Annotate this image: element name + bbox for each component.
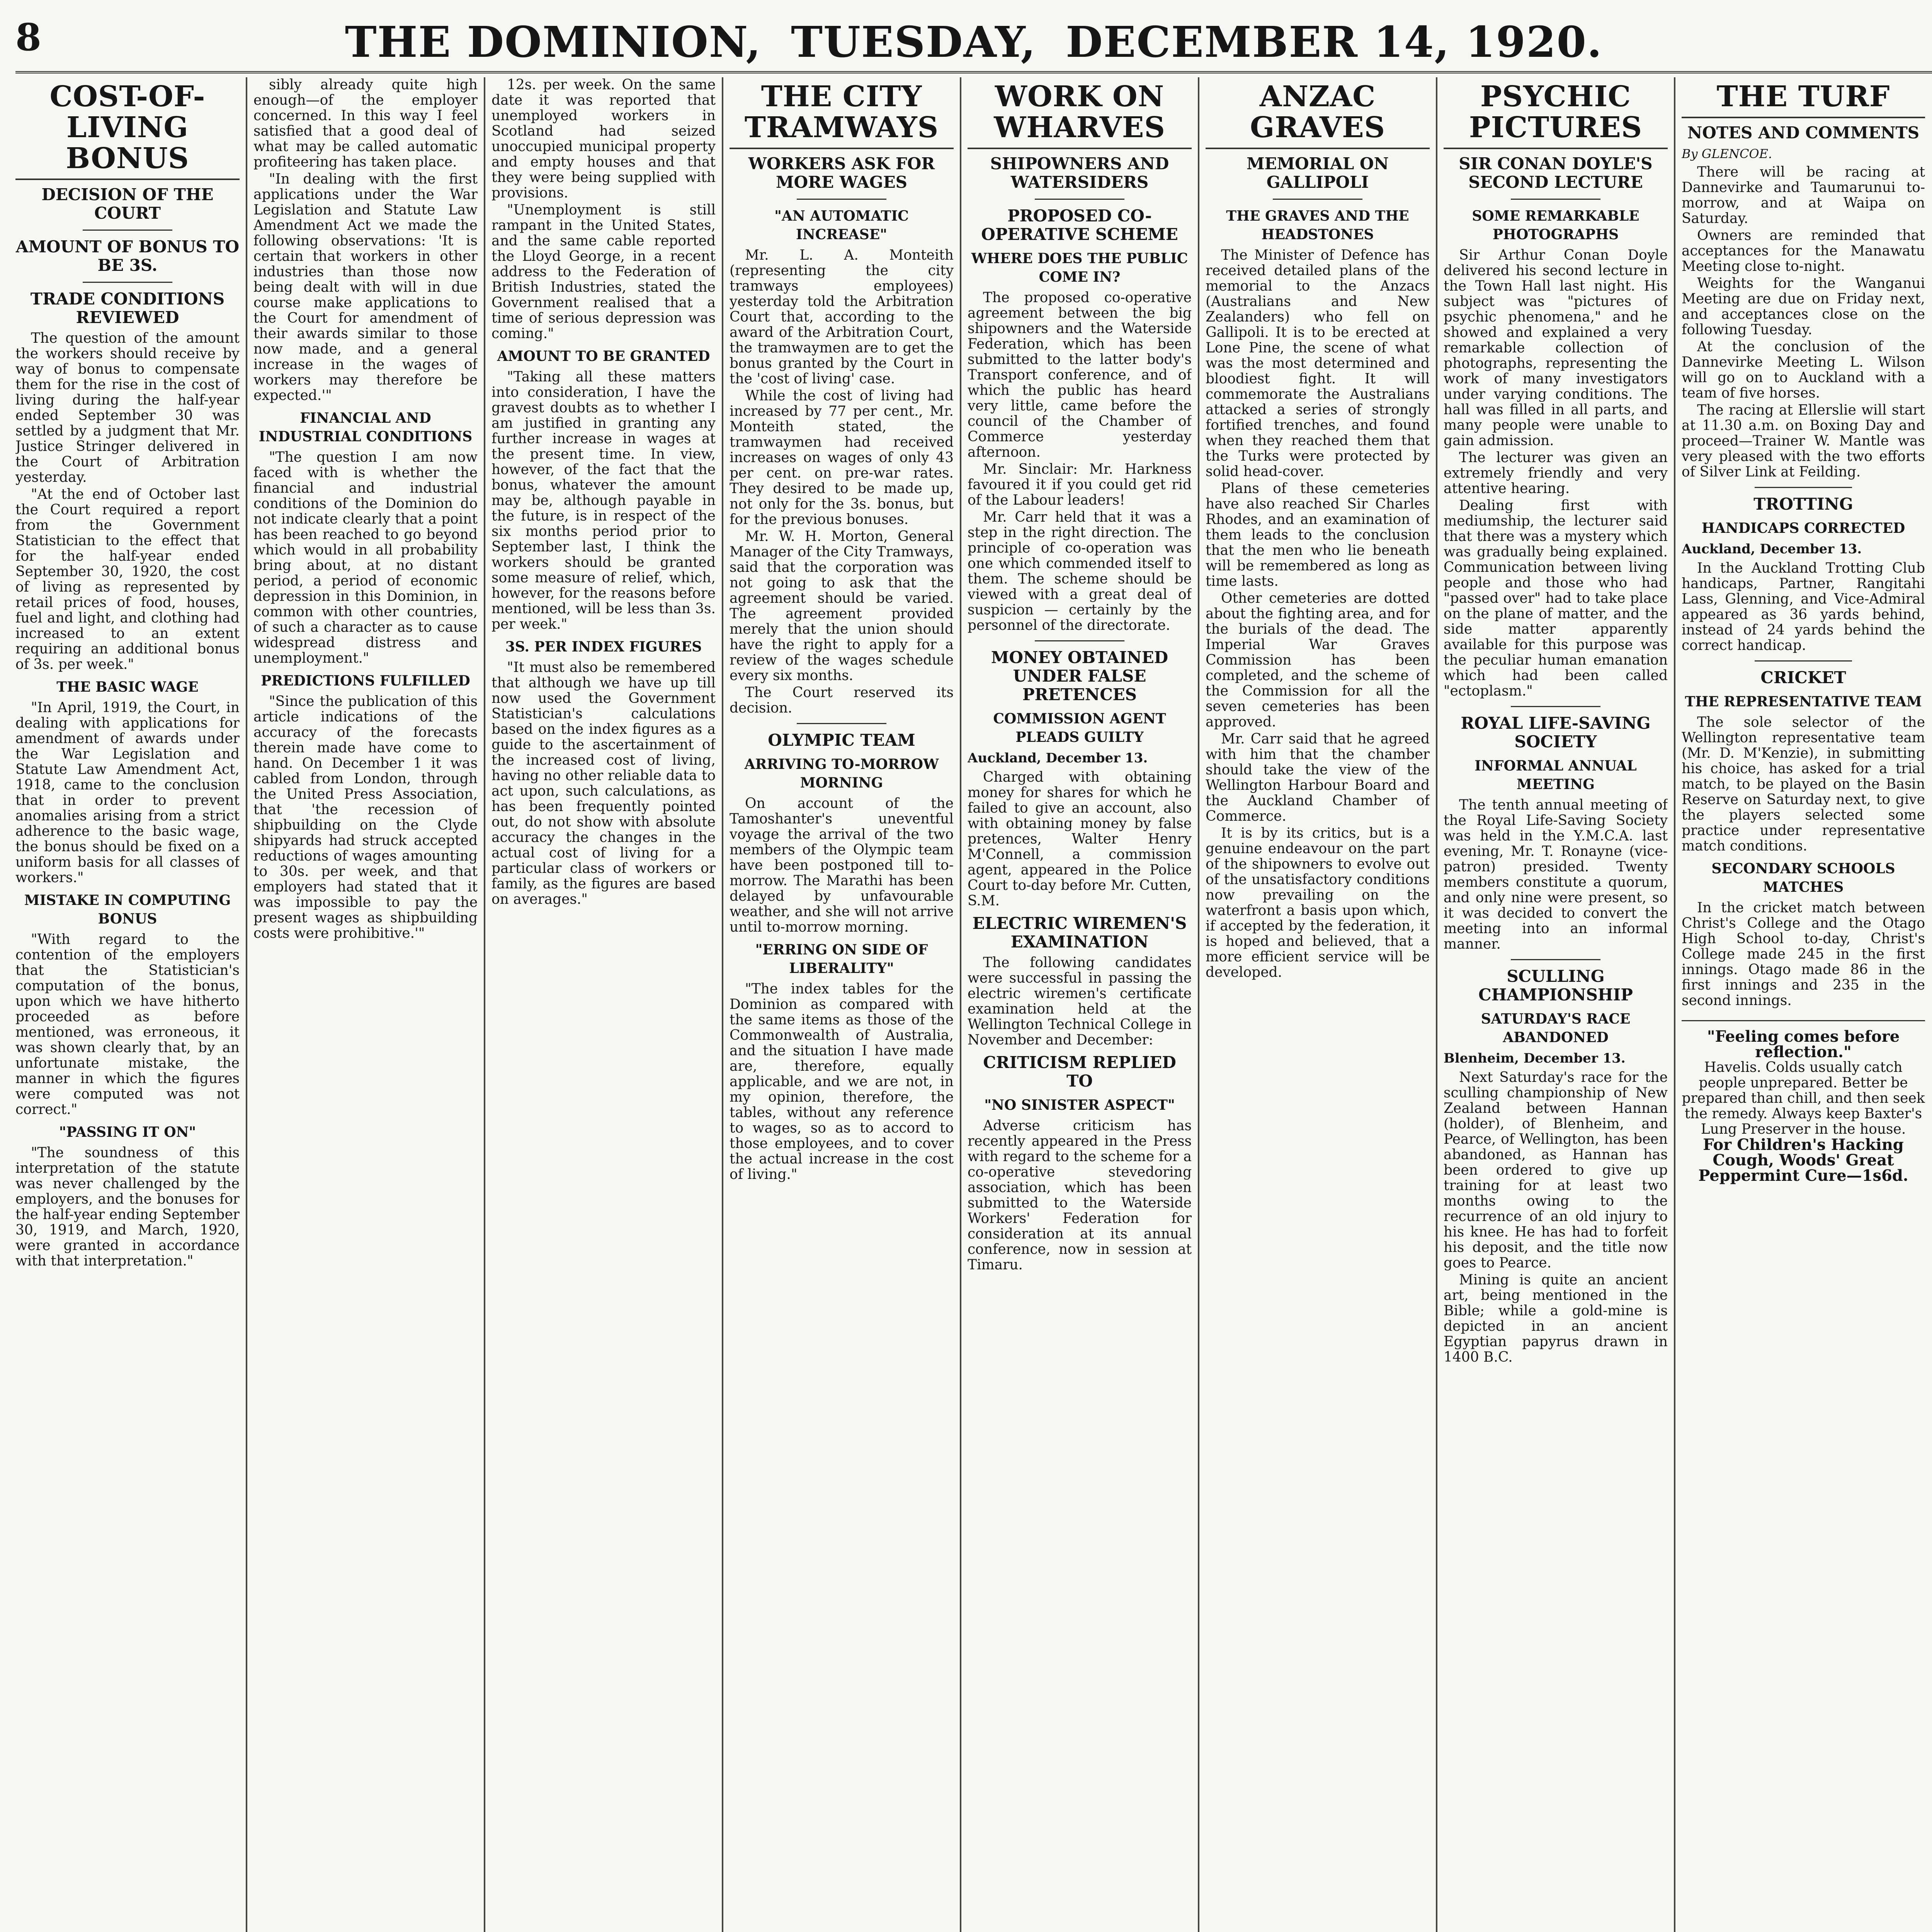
article-paragraph: "The index tables for the Dominion as compared with the same items as those of the Commonwealth of Australia, and the situation I have made are, therefore, equally applicable, and we are not, in my opinion, therefore, the tables, without any reference to wages, so as to accord to those employees, and to cover the actual increase in the cost of living." bbox=[730, 981, 954, 1182]
divider bbox=[83, 282, 172, 283]
article-paragraph: Mr. L. A. Monteith (representing the city tramways employees) yesterday told the Arbitration Court that, according to the award of the Arbitration Court, the tramwaymen are to get the bonus granted by the Court in the 'cost of living' case. bbox=[730, 247, 954, 387]
subhead-automatic-increase: "AN AUTOMATIC INCREASE" bbox=[774, 208, 909, 243]
ad-body: Havelis. Colds usually catch people unprepared. Better be prepared than chill, and then seek the remedy. Always keep Baxter's Lung Preserver in the house. bbox=[1682, 1060, 1925, 1137]
divider bbox=[1511, 199, 1600, 200]
subhead-headstones: THE GRAVES AND THE HEADSTONES bbox=[1226, 208, 1409, 243]
subhead-amount-granted: AMOUNT TO BE GRANTED bbox=[497, 348, 710, 364]
subhead-annual-meeting: INFORMAL ANNUAL MEETING bbox=[1475, 758, 1637, 793]
article-paragraph: The Court reserved its decision. bbox=[730, 685, 954, 716]
divider bbox=[797, 199, 886, 200]
column-rule bbox=[246, 77, 247, 1932]
column-rule bbox=[484, 77, 485, 1932]
article-paragraph: Owners are reminded that acceptances for the Manawatu Meeting close to-night. bbox=[1682, 228, 1925, 274]
subhead-passing-it-on: "PASSING IT ON" bbox=[59, 1124, 196, 1140]
article-paragraph: The sole selector of the Wellington representative team (Mr. D. M'Kenzie), in submitting his choice, has asked for a trial match, to be played on the Basin Reserve on Saturday next, to give the players selected some practice under representative match conditions. bbox=[1682, 714, 1925, 854]
subhead-handicaps: HANDICAPS CORRECTED bbox=[1701, 520, 1905, 536]
headline-psychic-pictures: PSYCHIC PICTURES bbox=[1444, 81, 1668, 149]
article-paragraph: On account of the Tamoshanter's uneventful voyage the arrival of the two members of the Olympic team have been postponed till to-morrow. The Marathi has been delayed by unfavourable weather, and she will not arrive until to-morrow morning. bbox=[730, 796, 954, 935]
subhead-index-figures: 3S. PER INDEX FIGURES bbox=[505, 639, 702, 655]
article-paragraph: The tenth annual meeting of the Royal Life-Saving Society was held in the Y.M.C.A. last evening, Mr. T. Ronayne (vice-patron) presided. Twenty members constitute a quorum, and only nine were present, so it was decided to convert the meeting into an informal manner. bbox=[1444, 797, 1668, 952]
article-paragraph: "Unemployment is still rampant in the United States, and the same cable reported the Lloyd George, in a recent address to the Federation of British Industries, stated the Government realised that a time of serious depression was coming." bbox=[492, 202, 716, 342]
article-paragraph: There will be racing at Dannevirke and Taumarunui to-morrow, and at Waipa on Saturday. bbox=[1682, 164, 1925, 226]
subhead-schools-matches: SECONDARY SCHOOLS MATCHES bbox=[1711, 861, 1895, 895]
subhead-electric-wiremen: ELECTRIC WIREMEN'S EXAMINATION bbox=[972, 914, 1187, 951]
divider bbox=[1035, 199, 1124, 200]
article-paragraph: Weights for the Wanganui Meeting are due on Friday next, and acceptances close on the following Tuesday. bbox=[1682, 276, 1925, 338]
deck-more-wages: WORKERS ASK FOR MORE WAGES bbox=[748, 154, 935, 192]
page-number: 8 bbox=[15, 15, 41, 59]
divider bbox=[1273, 199, 1362, 200]
subhead-trotting: TROTTING bbox=[1753, 495, 1853, 514]
subhead-no-sinister-aspect: "NO SINISTER ASPECT" bbox=[984, 1097, 1175, 1113]
dateline: Blenheim, December 13. bbox=[1444, 1051, 1626, 1066]
subhead-mistake: MISTAKE IN COMPUTING BONUS bbox=[24, 892, 231, 927]
ad-headline: "Feeling comes before reflection." bbox=[1707, 1027, 1900, 1061]
subhead-photographs: SOME REMARKABLE PHOTOGRAPHS bbox=[1472, 208, 1639, 243]
article-paragraph: sibly already quite high enough—of the employer concerned. In this way I feel satisfied that a good deal of what may be called automatic profiteering has taken place. bbox=[253, 77, 478, 170]
article-paragraph: Charged with obtaining money for shares for which he failed to give an account, also with obtaining money by false pretences, Walter Henry M'Connell, a commission agent, appeared in the Police Court to-day before Mr. Cutten, S.M. bbox=[968, 769, 1192, 909]
divider bbox=[1511, 706, 1600, 707]
subhead-basic-wage: THE BASIC WAGE bbox=[56, 679, 199, 695]
article-paragraph: Other cemeteries are dotted about the fighting area, and for the burials of the dead. The Imperial War Graves Commission has been completed, and the scheme of the Commission for all the seven cemeteries has been approved. bbox=[1206, 590, 1430, 730]
subhead-representative-team: THE REPRESENTATIVE TEAM bbox=[1685, 694, 1922, 710]
article-paragraph: "At the end of October last the Court required a report from the Government Statistician to the effect that for the half-year ended September 30, 1920, the cost of living as represented by retail prices of food, houses, fuel and light, and clothing had increased to an extent requiring an additional bonus of 3s. per week." bbox=[15, 486, 240, 672]
article-paragraph: Mining is quite an ancient art, being mentioned in the Bible; while a gold-mine is depicted in an ancient Egyptian papyrus drawn in 1400 B.C. bbox=[1444, 1272, 1668, 1365]
column-anzac-graves bbox=[1206, 77, 1430, 1932]
article-paragraph: "Taking all these matters into consideration, I have the gravest doubts as to whether I am justified in granting any further increase in wages at the present time. In view, however, of the fact that the bonus, whatever the amount may be, although payable in the future, is in respect of the six months period prior to September last, I think the workers should be granted some measure of relief, which, however, for the reasons before mentioned, will be less than 3s. per week." bbox=[492, 369, 716, 632]
article-paragraph: "It must also be remembered that although we have up till now used the Government Statistician's calculations based on the index figures as a guide to the ascertainment of the increased cost of living, having no other reliable data to act upon, such calculations, as has been frequently pointed out, do not show with absolute accuracy the changes in the actual cost of living for a particular class of workers or family, as the figures are based on averages." bbox=[492, 660, 716, 907]
article-paragraph: 12s. per week. On the same date it was reported that unemployed workers in Scotland had seized unoccupied municipal property and empty houses and that they were being supplied with provisions. bbox=[492, 77, 716, 201]
article-paragraph: "Since the publication of this article indications of the accuracy of the forecasts therein made have come to hand. On December 1 it was cabled from London, through the United Press Association, that 'the recession of shipbuilding on the Clyde shipyards had struck accepted reductions of wages amounting to 30s. per week, and that employers had stated that it was impossible to pay the present wages as shipbuilding costs were prohibitive.'" bbox=[253, 694, 478, 941]
subhead-criticism-replied: CRITICISM REPLIED TO bbox=[983, 1053, 1176, 1090]
divider bbox=[1035, 640, 1124, 641]
subhead-sculling: SCULLING CHAMPIONSHIP bbox=[1478, 967, 1633, 1004]
column-rule bbox=[1198, 77, 1199, 1932]
subhead-public-question: WHERE DOES THE PUBLIC COME IN? bbox=[971, 250, 1188, 285]
headline-cost-of-living-bonus: COST-OF-LIVING BONUS bbox=[15, 81, 240, 180]
deck-decision: DECISION OF THE COURT bbox=[41, 185, 214, 223]
divider bbox=[1511, 959, 1600, 960]
article-paragraph: Mr. Carr held that it was a step in the right direction. The principle of co-operation was one which commended itself to them. The scheme should be viewed with a great deal of suspicion — certainly by the personnel of the directorate. bbox=[968, 509, 1192, 633]
headline-the-turf: THE TURF bbox=[1682, 81, 1925, 118]
column-city-tramways bbox=[730, 77, 954, 1932]
masthead bbox=[15, 12, 1932, 73]
column-cost-of-living bbox=[15, 77, 240, 1932]
issue-date: DECEMBER 14, 1920. bbox=[1066, 17, 1603, 67]
column-work-on-wharves bbox=[968, 77, 1192, 1932]
article-paragraph: The Minister of Defence has received detailed plans of the memorial to the Anzacs (Australians and New Zealanders) who fell on Gallipoli. It is to be erected at Lone Pine, the scene of what was the most determined and bloodiest fight. It will commemorate the Australians attacked a series of strongly fortified trenches, and found when they reached them that the Turks were protected by solid head-cover. bbox=[1206, 247, 1430, 480]
subhead-false-pretences: MONEY OBTAINED UNDER FALSE PRETENCES bbox=[991, 648, 1168, 704]
subhead-arriving: ARRIVING TO-MORROW MORNING bbox=[744, 756, 939, 791]
masthead-title bbox=[15, 17, 1932, 67]
column-rule bbox=[960, 77, 961, 1932]
article-paragraph: The following candidates were successful in passing the electric wiremen's certificate examination held at the Wellington Technical College in November and December: bbox=[968, 955, 1192, 1048]
column-rule bbox=[1436, 77, 1437, 1932]
subhead-financial-conditions: FINANCIAL AND INDUSTRIAL CONDITIONS bbox=[259, 410, 473, 445]
subhead-olympic-team: OLYMPIC TEAM bbox=[768, 731, 915, 750]
deck-conan-doyle: SIR CONAN DOYLE'S SECOND LECTURE bbox=[1459, 154, 1653, 192]
subhead-trade-conditions: TRADE CONDITIONS REVIEWED bbox=[30, 289, 225, 327]
column-cost-of-living-cont2 bbox=[492, 77, 716, 1932]
subhead-cricket: CRICKET bbox=[1760, 668, 1846, 687]
article-paragraph: At the conclusion of the Dannevirke Meeting L. Wilson will go on to Auckland with a team of five horses. bbox=[1682, 339, 1925, 401]
subhead-predictions: PREDICTIONS FULFILLED bbox=[261, 673, 470, 689]
column-rule bbox=[722, 77, 723, 1932]
article-paragraph: "In dealing with the first applications under the War Legislation and Statute Law Amendment Act we made the following observations: 'It is certain that workers in other industries than those now being dealt with will in due course make applications to the Court for amendment of their awards similar to those now made, and a general increase in the wages of workers may therefore be expected.'" bbox=[253, 171, 478, 403]
article-paragraph: In the Auckland Trotting Club handicaps, Partner, Rangitahi Lass, Glenning, and Vice-Admiral appeared as 36 yards behind, instead of 24 yards behind the correct handicap. bbox=[1682, 560, 1925, 653]
deck-bonus-amount: AMOUNT OF BONUS TO BE 3S. bbox=[15, 237, 240, 275]
article-paragraph: "With regard to the contention of the employers that the Statistician's computation of the bonus, upon which we have hitherto proceeded as before mentioned, was erroneous, it was shown clearly that, by an unfortunate mistake, the manner in which the figures were computed was not correct." bbox=[15, 932, 240, 1117]
headline-work-on-wharves: WORK ON WHARVES bbox=[968, 81, 1192, 149]
article-paragraph: "The question I am now faced with is whether the financial and industrial conditions of the Dominion do not indicate clearly that a point has been reached to go beyond which would in all probability bring about, at no distant period, a period of economic depression in this Dominion, in common with other countries, of such a character as to cause widespread distress and unemployment." bbox=[253, 449, 478, 666]
dateline: Auckland, December 13. bbox=[968, 750, 1148, 766]
divider bbox=[1755, 660, 1852, 662]
article-paragraph: Sir Arthur Conan Doyle delivered his second lecture in the Town Hall last night. His subject was "pictures of psychic phenomena," and he showed and explained a very remarkable collection of photographs, representing the work of many investigators under varying conditions. The hall was filled in all parts, and many people were unable to gain admission. bbox=[1444, 247, 1668, 449]
article-paragraph: "In April, 1919, the Court, in dealing with applications for amendment of awards under the War Legislation and Statute Law Amendment Act, 1918, came to the conclusion that in order to prevent anomalies arising from a strict adherence to the basic wage, the bonus should be fixed on a uniform basis for all classes of workers." bbox=[15, 700, 240, 886]
dateline: Auckland, December 13. bbox=[1682, 541, 1862, 557]
subhead-life-saving: ROYAL LIFE-SAVING SOCIETY bbox=[1461, 714, 1651, 751]
column-the-turf bbox=[1682, 77, 1925, 1932]
subhead-race-abandoned: SATURDAY'S RACE ABANDONED bbox=[1481, 1011, 1631, 1046]
divider bbox=[797, 723, 886, 724]
headline-city-tramways: THE CITY TRAMWAYS bbox=[730, 81, 954, 149]
article-paragraph: Dealing first with mediumship, the lecturer said that there was a mystery which was gradually being explained. Communication between living people and those who had "passed over" had to take place on the plane of matter, and the side matter apparently available for this purpose was the peculiar human emanation which had been called "ectoplasm." bbox=[1444, 498, 1668, 699]
article-paragraph: Mr. Sinclair: Mr. Harkness favoured it if you could get rid of the Labour leaders! bbox=[968, 461, 1192, 508]
advertisement bbox=[1682, 1020, 1925, 1184]
divider bbox=[83, 230, 172, 231]
article-paragraph: It is by its critics, but is a genuine endeavour on the part of the shipowners to evolve out of the unsatisfactory conditions now prevailing on the waterfront a basis upon which, if accepted by the federation, it is hoped and believed, that a more efficient service will be developed. bbox=[1206, 825, 1430, 980]
article-paragraph: In the cricket match between Christ's College and the Otago High School to-day, Christ's College made 245 in the first innings. Otago made 86 in the first innings and 235 in the second innings. bbox=[1682, 900, 1925, 1009]
article-paragraph: Adverse criticism has recently appeared in the Press with regard to the scheme for a co-operative stevedoring association, which has been submitted to the Waterside Workers' Federation for consideration at its annual conference, now in session at Timaru. bbox=[968, 1118, 1192, 1273]
headline-anzac-graves: ANZAC GRAVES bbox=[1206, 81, 1430, 149]
issue-day: TUESDAY, bbox=[791, 17, 1036, 67]
article-paragraph: Mr. W. H. Morton, General Manager of the City Tramways, said that the corporation was not going to ask that the agreement should be varied. The agreement provided merely that the union should have the right to apply for a review of the wages schedule every six months. bbox=[730, 529, 954, 684]
subhead-co-operative-scheme: PROPOSED CO-OPERATIVE SCHEME bbox=[981, 206, 1178, 244]
article-paragraph: The racing at Ellerslie will start at 11.30 a.m. on Boxing Day and proceed—Trainer W. Mantle was very pleased with the two efforts of Silver Link at Feilding. bbox=[1682, 402, 1925, 480]
article-paragraph: The lecturer was given an extremely friendly and very attentive hearing. bbox=[1444, 450, 1668, 497]
divider bbox=[1755, 487, 1852, 488]
article-paragraph: The proposed co-operative agreement between the big shipowners and the Waterside Federation, which has been submitted to the latter body's Transport conference, and of which the public has heard very little, came before the council of the Chamber of Commerce yesterday afternoon. bbox=[968, 290, 1192, 460]
deck-shipowners: SHIPOWNERS AND WATERSIDERS bbox=[990, 154, 1169, 192]
subhead-pleads-guilty: COMMISSION AGENT PLEADS GUILTY bbox=[993, 711, 1166, 745]
article-paragraph: While the cost of living had increased by 77 per cent., Mr. Monteith stated, the tramwaymen had received increases on wages of only 43 per cent. on pre-war rates. They desired to be made up, not only for the 3s. bonus, but for the previous bonuses. bbox=[730, 388, 954, 527]
deck-memorial: MEMORIAL ON GALLIPOLI bbox=[1247, 154, 1389, 192]
article-paragraph: "The soundness of this interpretation of the statute was never challenged by the employers, and the bonuses for the half-year ending September 30, 1919, and March, 1920, were granted in accordance with that interpretation." bbox=[15, 1145, 240, 1269]
article-paragraph: Mr. Carr said that he agreed with him that the chamber should take the view of the Wellington Harbour Board and the Auckland Chamber of Commerce. bbox=[1206, 731, 1430, 824]
byline: By GLENCOE. bbox=[1682, 146, 1772, 161]
paper-name: THE DOMINION, bbox=[345, 17, 762, 67]
article-paragraph: Plans of these cemeteries have also reached Sir Charles Rhodes, and an examination of them leads to the conclusion that the men who lie beneath will be remembered as long as time lasts. bbox=[1206, 481, 1430, 589]
column-rule bbox=[1674, 77, 1675, 1932]
subhead-liberality: "ERRING ON SIDE OF LIBERALITY" bbox=[755, 942, 928, 976]
article-paragraph: Next Saturday's race for the sculling championship of New Zealand between Hannan (holder), of Blenheim, and Pearce, of Wellington, has been abandoned, as Hannan has been ordered to give up training for at least two months owing to the recurrence of an old injury to his knee. He has had to forfeit his deposit, and the title now goes to Pearce. bbox=[1444, 1070, 1668, 1271]
column-psychic-pictures bbox=[1444, 77, 1668, 1932]
column-cost-of-living-cont bbox=[253, 77, 478, 1932]
ad-footer: For Children's Hacking Cough, Woods' Great Peppermint Cure—1s6d. bbox=[1698, 1136, 1908, 1185]
deck-notes-comments: NOTES AND COMMENTS bbox=[1687, 123, 1920, 142]
article-paragraph: The question of the amount the workers should receive by way of bonus to compensate them for the rise in the cost of living during the half-year ended September 30 was settled by a judgment that Mr. Justice Stringer delivered in the Court of Arbitration yesterday. bbox=[15, 330, 240, 485]
